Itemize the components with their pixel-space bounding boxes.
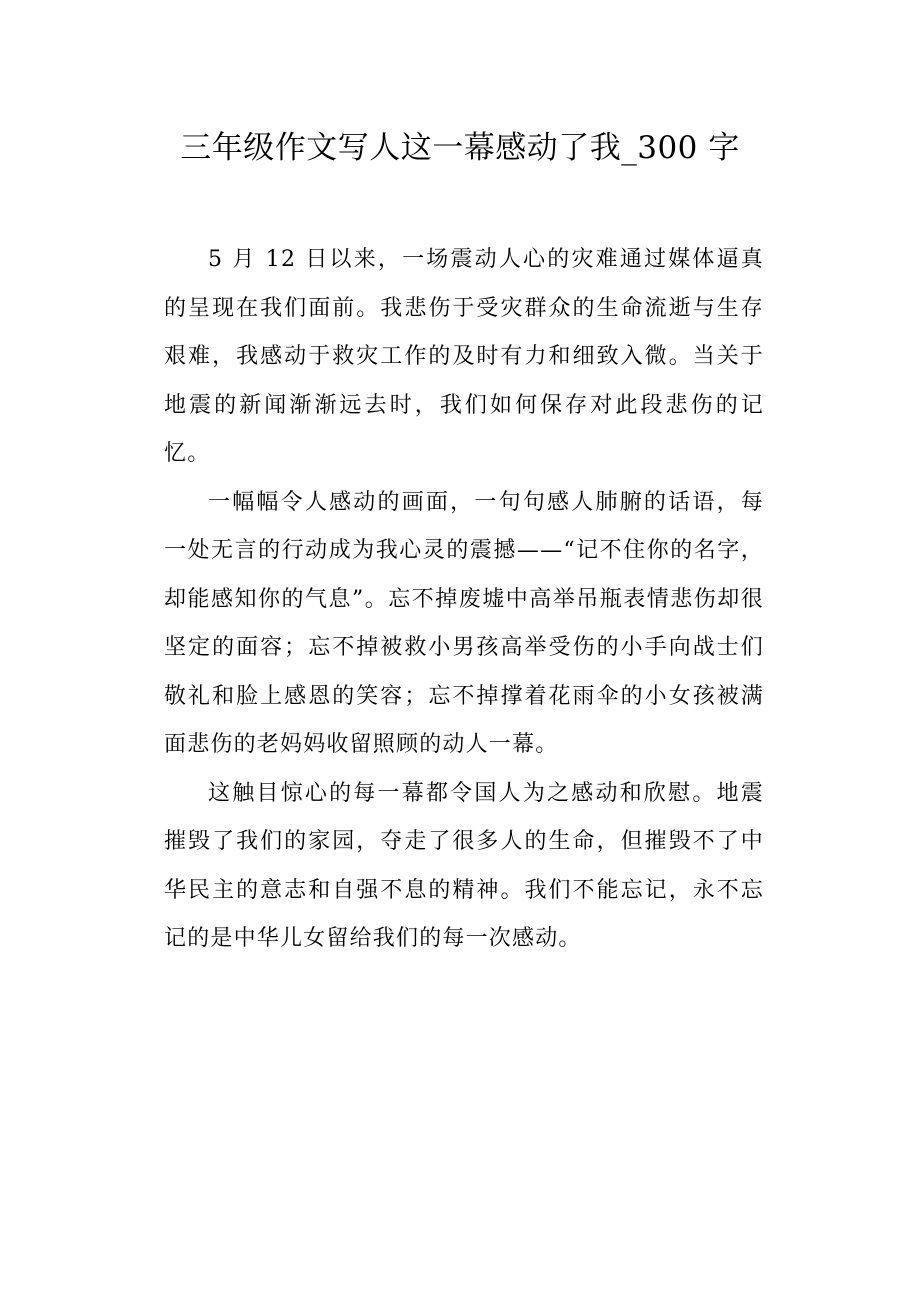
paragraph-2: 一幅幅令人感动的画面，一句句感人肺腑的话语，每一处无言的行动成为我心灵的震撼——“记不住你的名字，却能感知你的气息”。忘不掉废墟中高举吊瓶表情悲伤却很坚定的面容；忘不掉被救小男孩高举受伤的小手向战士们敬礼和脸上感恩的笑容；忘不掉撑着花雨伞的小女孩被满面悲伤的老妈妈收留照顾的动人一幕。: [164, 489, 764, 757]
paragraph-1: 5 月 12 日以来，一场震动人心的灾难通过媒体逼真的呈现在我们面前。我悲伤于受灾群众的生命流逝与生存艰难，我感动于救灾工作的及时有力和细致入微。当关于地震的新闻渐渐远去时，我们如何保存对此段悲伤的记忆。: [164, 247, 764, 466]
document-body: [164, 236, 764, 964]
paragraph-3: 这触目惊心的每一幕都令国人为之感动和欣慰。地震摧毁了我们的家园，夺走了很多人的生命，但摧毁不了中华民主的意志和自强不息的精神。我们不能忘记，永不忘记的是中华儿女留给我们的每一次感动。: [164, 780, 764, 951]
document-title: 三年级作文写人这一幕感动了我_300 字: [180, 130, 740, 166]
